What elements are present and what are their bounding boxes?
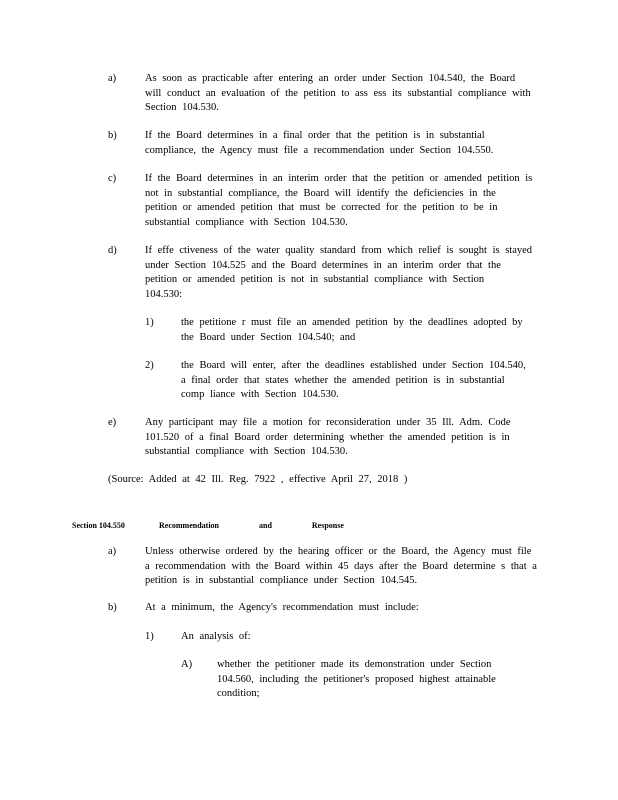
text-line: will conduct an evaluation of the petition to ass ess its substantial compliance with — [145, 87, 531, 99]
paragraph-label: d) — [108, 245, 117, 256]
paragraph-text — [145, 72, 545, 116]
paragraph-label: a) — [108, 546, 117, 557]
paragraph-text — [145, 545, 545, 589]
paragraph-label: c) — [108, 173, 117, 184]
paragraph-text — [145, 601, 545, 616]
text-line: substantial compliance with Section 104.530. — [145, 216, 348, 228]
text-line: condition; — [217, 688, 260, 699]
subparagraph-text — [181, 630, 541, 645]
text-line: the Board will enter, after the deadlines established under Section 104.540, — [181, 360, 526, 371]
source-note: (Source: Added at 42 Ill. Reg. 7922 , effective April 27, 2018 ) — [108, 474, 408, 485]
text-line: petition or amended petition that must be corrected for the petition to be in — [145, 202, 498, 213]
subparagraph-label: 2) — [145, 360, 154, 371]
paragraph-label: b) — [108, 602, 117, 613]
text-line: not in substantial compliance, the Board will identify the deficiencies in the — [145, 187, 496, 199]
subparagraph-text — [181, 359, 541, 403]
text-line: the Board under Section 104.540; and — [181, 331, 356, 343]
text-line: Unless otherwise ordered by the hearing officer or the Board, the Agency must file — [145, 546, 532, 557]
paragraph-text — [145, 244, 545, 302]
text-line: If the Board determines in a final order that the petition is in substantial — [145, 130, 485, 141]
text-line: Any participant may file a motion for reconsideration under 35 Ill. Adm. Code — [145, 417, 511, 428]
text-line: the petitione r must file an amended petition by the deadlines adopted by — [181, 317, 523, 328]
paragraph-label: b) — [108, 130, 117, 141]
text-line: comp liance with Section 104.530. — [181, 389, 339, 400]
text-line: 104.530: — [145, 288, 183, 300]
subsubparagraph-text — [217, 658, 537, 702]
paragraph-text — [145, 129, 545, 158]
text-line: substantial compliance with Section 104.530. — [145, 446, 348, 457]
text-line: a final order that states whether the amended petition is in substantial — [181, 374, 505, 386]
text-line: Section 104.530. — [145, 102, 219, 113]
text-line: As soon as practicable after entering an order under Section 104.540, the Board — [145, 73, 516, 84]
paragraph-label: a) — [108, 73, 117, 84]
section-title: Recommendation and Response — [159, 521, 344, 530]
subparagraph-label: 1) — [145, 317, 154, 328]
subsubparagraph-label: A) — [181, 659, 193, 670]
subparagraph-text — [181, 316, 541, 345]
text-line: 104.560, including the petitioner's proposed highest attainable — [217, 673, 496, 685]
paragraph-label: e) — [108, 417, 117, 428]
subparagraph-label: 1) — [145, 631, 154, 642]
section-number: Section 104.550 — [72, 521, 125, 530]
text-line: under Section 104.525 and the Board determines in an interim order that the — [145, 259, 501, 271]
text-line: If effe ctiveness of the water quality standard from which relief is sought is stayed — [145, 245, 533, 256]
text-line: petition is in substantial compliance under Section 104.545. — [145, 575, 418, 586]
paragraph-text — [145, 416, 545, 460]
text-line: At a minimum, the Agency's recommendation must include: — [145, 602, 419, 613]
paragraph-text — [145, 172, 545, 230]
text-line: 101.520 of a final Board order determining whether the amended petition is in — [145, 431, 510, 443]
text-line: a recommendation with the Board within 45 days after the Board determine s that a — [145, 560, 537, 572]
text-line: whether the petitioner made its demonstration under Section — [217, 659, 492, 670]
text-line: An analysis of: — [181, 631, 251, 642]
text-line: If the Board determines in an interim order that the petition or amended petition is — [145, 173, 533, 184]
text-line: compliance, the Agency must file a recommendation under Section 104.550. — [145, 144, 494, 156]
text-line: petition or amended petition is not in substantial compliance with Section — [145, 274, 485, 285]
